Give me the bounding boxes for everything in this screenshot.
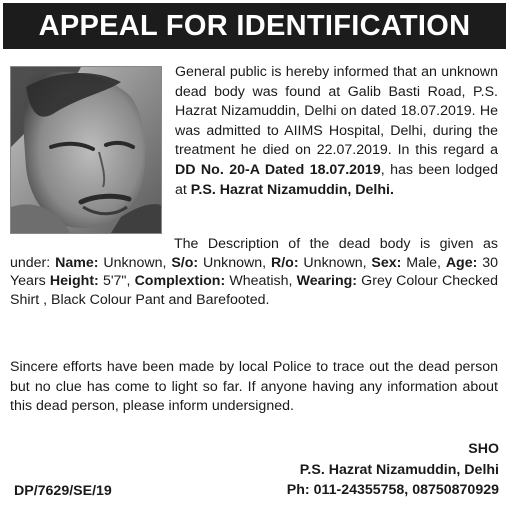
height-label: Height: bbox=[49, 273, 99, 290]
age-label: Age: bbox=[445, 254, 478, 271]
sex-value: Male, bbox=[401, 254, 446, 271]
description-intro: The Description of the dead body is given as under: bbox=[10, 236, 498, 271]
ro-value: Unknown, bbox=[298, 254, 372, 271]
notice-title: APPEAL FOR IDENTIFICATION bbox=[3, 3, 506, 49]
deceased-photo bbox=[10, 66, 162, 234]
age-value: 30 Years bbox=[10, 254, 498, 290]
intro-text: General public is hereby informed that an unknown dead body was found at Galib Basti Road, P.S. Hazrat Nizamuddin, Delhi on dated 18.07.2019. He was admitted to AIIMS Hospital, Delhi, during the treatment he died on 22.07.2019. In this regard a bbox=[175, 64, 498, 159]
description-paragraph bbox=[10, 235, 498, 309]
wearing-value: Grey Colour Checked Shirt , Black Colour Pant and Barefooted. bbox=[10, 273, 499, 308]
so-value: Unknown, bbox=[198, 254, 271, 271]
ro-label: R/o: bbox=[270, 254, 299, 271]
signature-block bbox=[287, 439, 499, 501]
sex-label: Sex: bbox=[371, 254, 402, 271]
dd-reference: DD No. 20-A Dated 18.07.2019 bbox=[175, 161, 381, 178]
complexion-label: Complextion: bbox=[134, 273, 226, 290]
signature-phone: Ph: 011-24355758, 08750870929 bbox=[286, 482, 499, 498]
height-value: 5'7", bbox=[98, 273, 135, 290]
complexion-value: Wheatish, bbox=[225, 273, 297, 290]
signature-station: P.S. Hazrat Nizamuddin, Delhi bbox=[299, 461, 499, 478]
face-photo-illustration bbox=[11, 67, 161, 233]
reference-number: DP/7629/SE/19 bbox=[14, 483, 112, 499]
efforts-paragraph: Sincere efforts have been made by local Police to trace out the dead person but no clue has come to light so far. If anyone having any information about this dead person, please inform undersigned. bbox=[10, 359, 498, 415]
name-label: Name: bbox=[55, 254, 99, 271]
wearing-label: Wearing: bbox=[296, 273, 358, 290]
signature-role: SHO bbox=[468, 441, 499, 457]
police-station: P.S. Hazrat Nizamuddin, Delhi. bbox=[190, 181, 394, 198]
intro-text-2: , has been lodged at bbox=[175, 161, 498, 198]
intro-paragraph bbox=[175, 63, 498, 200]
so-label: S/o: bbox=[171, 254, 199, 271]
name-value: Unknown, bbox=[98, 254, 172, 271]
